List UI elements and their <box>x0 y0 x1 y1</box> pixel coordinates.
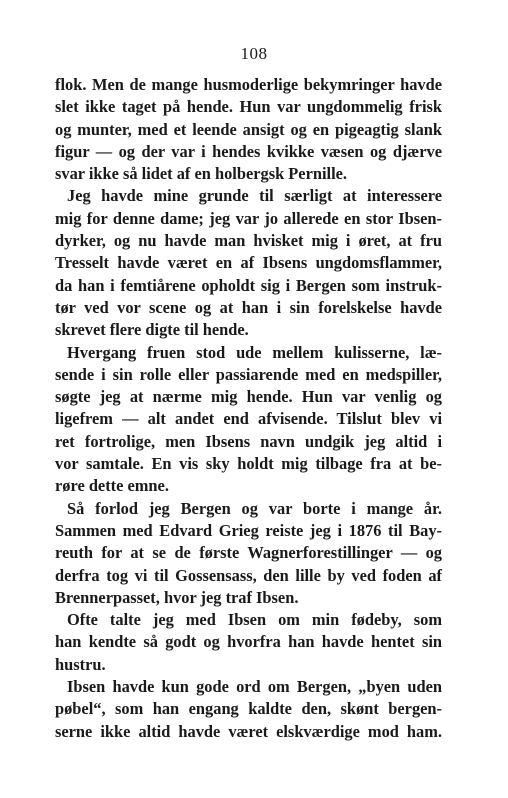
paragraph <box>55 498 442 609</box>
text-line: ret fortrolige, men Ibsens navn undgik jeg altid i <box>55 431 442 451</box>
text-line: sende i sin rolle eller passiarende med en medspiller, <box>55 364 442 384</box>
body-text <box>55 74 442 743</box>
paragraph <box>55 74 442 185</box>
text-line: Ofte talte jeg med Ibsen om min fødeby, som <box>67 610 442 630</box>
text-line: Ibsen havde kun gode ord om Bergen, „byen uden <box>67 677 442 697</box>
paragraph <box>55 342 442 498</box>
text-line: mig for denne dame; jeg var jo allerede en stor Ibsen- <box>55 208 442 228</box>
text-line: skrevet flere digte til hende. <box>55 320 249 340</box>
page-number: 108 <box>240 44 268 63</box>
text-line: ligefrem — alt andet end afvisende. Tilslut blev vi <box>55 409 442 429</box>
text-line: derfra tog vi til Gossensass, den lille by ved foden af <box>55 565 442 585</box>
paragraph <box>55 609 442 676</box>
text-line: svar ikke så lidet af en holbergsk Pernille. <box>55 164 347 184</box>
text-line: reuth for at se de første Wagnerforestillinger — og <box>55 543 442 563</box>
text-line: serne ikke altid havde været elskværdige mod ham. <box>55 721 442 741</box>
text-line: røre dette emne. <box>55 476 169 496</box>
text-line: da han i femtiårene opholdt sig i Bergen som instruk- <box>55 275 442 295</box>
text-line: Brennerpasset, hvor jeg traf Ibsen. <box>55 587 299 607</box>
text-line: tør ved vor scene og at han i sin forelskelse havde <box>55 297 442 317</box>
text-line: hustru. <box>55 654 106 674</box>
text-line: søgte jeg at nærme mig hende. Hun var venlig og <box>55 387 442 407</box>
text-line: slet ikke taget på hende. Hun var ungdommelig frisk <box>55 97 442 117</box>
text-line: Tresselt havde været en af Ibsens ungdomsflammer, <box>55 253 442 273</box>
text-line: Hvergang fruen stod ude mellem kulisserne, læ- <box>67 342 442 362</box>
paragraph <box>55 676 442 743</box>
text-line: han kendte så godt og hvorfra han havde hentet sin <box>55 632 442 652</box>
text-line: figur — og der var i hendes kvikke væsen og djærve <box>55 141 442 161</box>
paragraph <box>55 185 442 341</box>
text-line: dyrker, og nu havde man hvisket mig i øret, at fru <box>55 231 442 251</box>
text-line: flok. Men de mange husmoderlige bekymringer havde <box>55 75 442 94</box>
text-line: pøbel“, som han engang kaldte den, skønt bergen- <box>55 699 442 719</box>
text-line: og munter, med et leende ansigt og en pigeagtig slank <box>55 119 442 139</box>
text-line: Sammen med Edvard Grieg reiste jeg i 1876 til Bay- <box>55 520 442 540</box>
text-line: Så forlod jeg Bergen og var borte i mange år. <box>67 498 442 518</box>
text-line: vor samtale. En vis sky holdt mig tilbage fra at be- <box>55 454 442 474</box>
text-line: Jeg havde mine grunde til særligt at interessere <box>67 186 442 206</box>
